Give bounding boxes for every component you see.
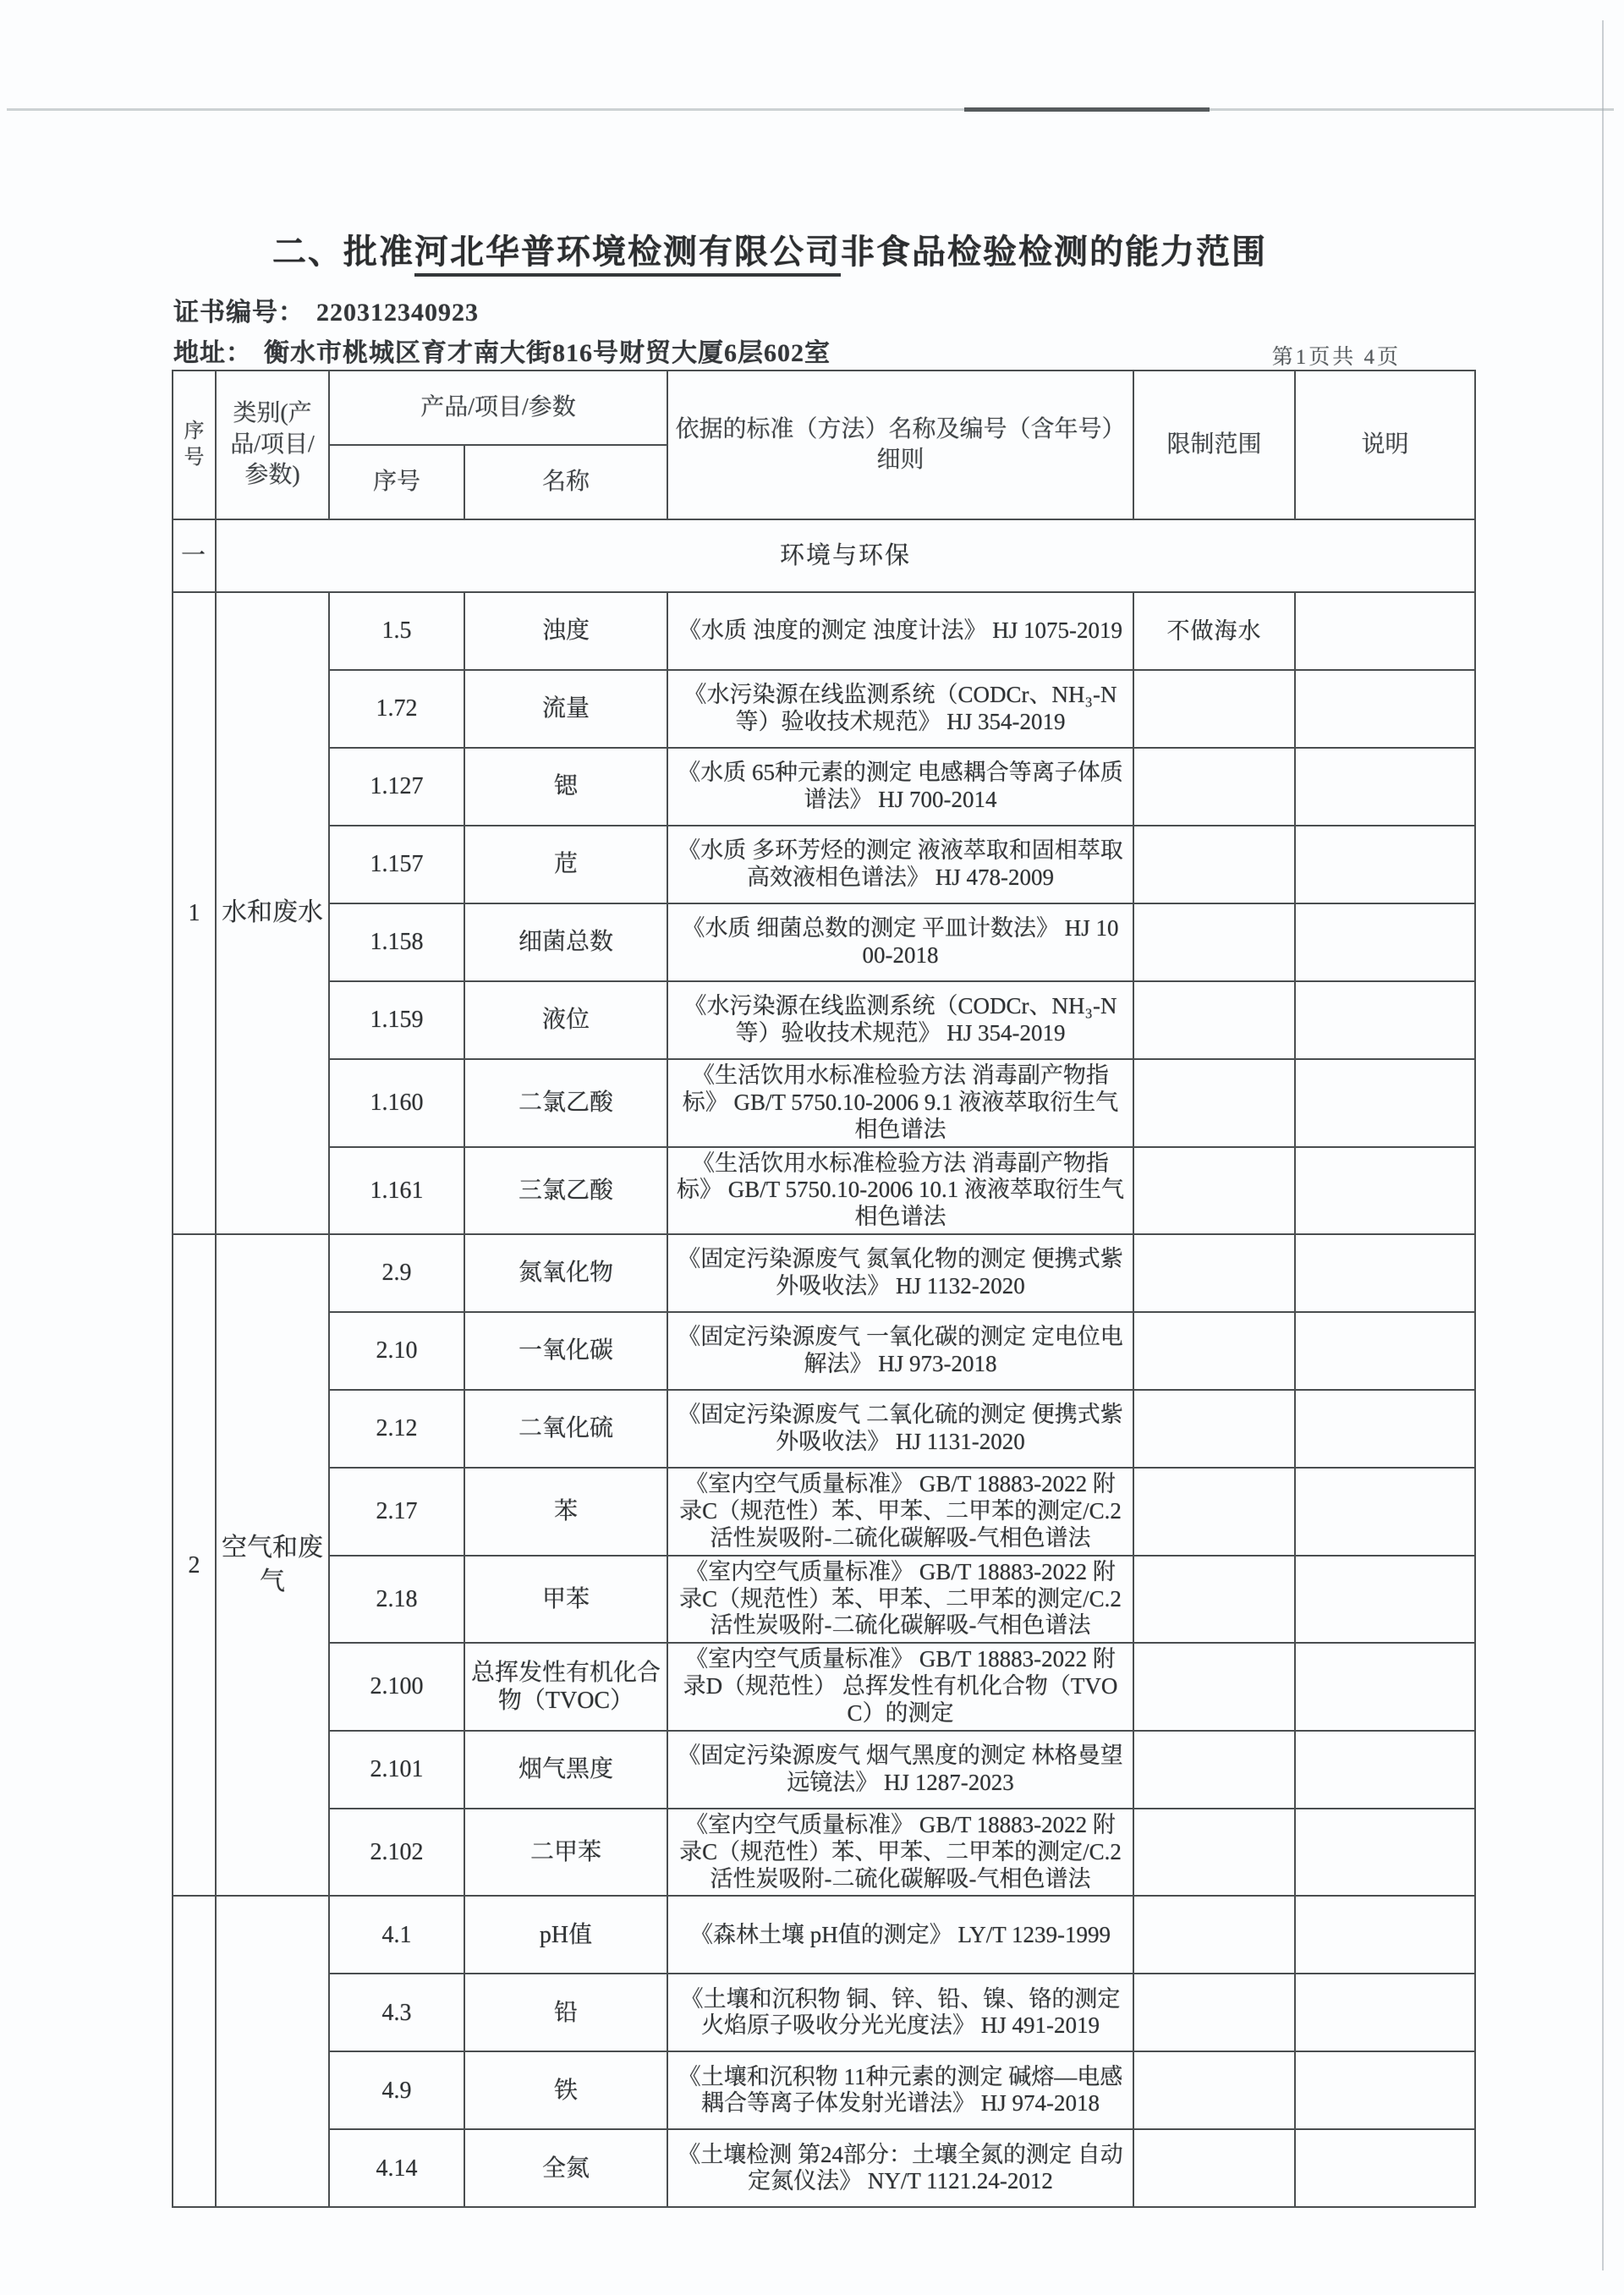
certificate-number-value: 220312340923 [316, 299, 479, 327]
row-limit-cell [1133, 1234, 1295, 1312]
row-limit-cell [1133, 826, 1295, 903]
header-note: 说明 [1295, 371, 1475, 519]
table-row [173, 1731, 1475, 1809]
certificate-number-label: 证书编号： [173, 299, 304, 327]
row-standard-cell: 《水质 65种元素的测定 电感耦合等离子体质谱法》 HJ 700-2014 [667, 748, 1133, 826]
row-limit-cell [1133, 1468, 1295, 1556]
table-row [173, 981, 1475, 1059]
row-num-cell: 2.12 [329, 1390, 464, 1468]
row-num-cell: 1.5 [329, 592, 464, 670]
row-num-cell: 2.100 [329, 1643, 464, 1731]
group-seq-cell: 2 [173, 1234, 216, 1896]
row-limit-cell [1133, 1809, 1295, 1897]
row-note-cell [1295, 1896, 1475, 1974]
row-name-cell: 全氮 [464, 2129, 667, 2207]
row-num-cell: 2.17 [329, 1468, 464, 1556]
address-line [173, 332, 831, 369]
table-row [173, 748, 1475, 826]
section-seq: 一 [173, 519, 216, 592]
row-note-cell [1295, 2051, 1475, 2129]
row-name-cell: 烟气黑度 [464, 1731, 667, 1809]
scan-artifact-vertical-line [1602, 20, 1604, 2270]
capability-table [172, 370, 1476, 2208]
row-note-cell [1295, 981, 1475, 1059]
table-row [173, 1974, 1475, 2051]
row-num-cell: 4.1 [329, 1896, 464, 1974]
row-limit-cell [1133, 1896, 1295, 1974]
address-label: 地址： [173, 339, 252, 367]
row-standard-cell: 《室内空气质量标准》 GB/T 18883-2022 附录D（规范性） 总挥发性有机化合物（TVOC）的测定 [667, 1643, 1133, 1731]
row-standard-cell: 《固定污染源废气 烟气黑度的测定 林格曼望远镜法》 HJ 1287-2023 [667, 1731, 1133, 1809]
address-value: 衡水市桃城区育才南大街816号财贸大厦6层602室 [264, 339, 831, 367]
group-category-cell [216, 1896, 329, 2207]
company-name-underlined: 河北华普环境检测有限公司 [414, 233, 841, 277]
row-note-cell [1295, 1059, 1475, 1147]
table-row [173, 1059, 1475, 1147]
table-header [173, 371, 1475, 519]
row-standard-cell: 《土壤和沉积物 铜、锌、铅、镍、铬的测定 火焰原子吸收分光光度法》 HJ 491-2019 [667, 1974, 1133, 2051]
row-limit-cell [1133, 748, 1295, 826]
row-note-cell [1295, 1468, 1475, 1556]
row-name-cell: 甲苯 [464, 1556, 667, 1644]
table-row [173, 592, 1475, 670]
row-num-cell: 1.161 [329, 1147, 464, 1235]
row-name-cell: 二氯乙酸 [464, 1059, 667, 1147]
row-name-cell: 苯 [464, 1468, 667, 1556]
row-num-cell: 2.101 [329, 1731, 464, 1809]
row-standard-cell: 《室内空气质量标准》 GB/T 18883-2022 附录C（规范性）苯、甲苯、二甲苯的测定/C.2活性炭吸附-二硫化碳解吸-气相色谱法 [667, 1556, 1133, 1644]
row-num-cell: 1.158 [329, 903, 464, 981]
row-standard-cell: 《室内空气质量标准》 GB/T 18883-2022 附录C（规范性）苯、甲苯、二甲苯的测定/C.2活性炭吸附-二硫化碳解吸-气相色谱法 [667, 1809, 1133, 1897]
row-standard-cell: 《森林土壤 pH值的测定》 LY/T 1239-1999 [667, 1896, 1133, 1974]
row-num-cell: 2.9 [329, 1234, 464, 1312]
row-num-cell: 1.127 [329, 748, 464, 826]
row-num-cell: 4.9 [329, 2051, 464, 2129]
title-suffix: 非食品检验检测的能力范围 [841, 233, 1267, 271]
row-limit-cell [1133, 1556, 1295, 1644]
row-note-cell [1295, 1809, 1475, 1897]
table-row [173, 2129, 1475, 2207]
row-name-cell: 流量 [464, 670, 667, 748]
row-note-cell [1295, 1974, 1475, 2051]
row-name-cell: 氮氧化物 [464, 1234, 667, 1312]
row-limit-cell [1133, 1147, 1295, 1235]
row-name-cell: 液位 [464, 981, 667, 1059]
section-row [173, 519, 1475, 592]
row-limit-cell [1133, 1390, 1295, 1468]
row-note-cell [1295, 1390, 1475, 1468]
row-limit-cell [1133, 2129, 1295, 2207]
table-row [173, 2051, 1475, 2129]
row-note-cell [1295, 1312, 1475, 1390]
header-limit: 限制范围 [1133, 371, 1295, 519]
group-category-cell: 空气和废气 [216, 1234, 329, 1896]
row-standard-cell: 《水污染源在线监测系统（CODCr、NH₃-N等）验收技术规范》 HJ 354-2019 [667, 670, 1133, 748]
header-seq: 序号 [173, 371, 216, 519]
page-indicator: 第1页共 4页 [1271, 346, 1401, 369]
header-sub-name: 名称 [464, 445, 667, 519]
row-note-cell [1295, 1147, 1475, 1235]
group-category-cell: 水和废水 [216, 592, 329, 1234]
row-note-cell [1295, 670, 1475, 748]
table-row [173, 826, 1475, 903]
row-standard-cell: 《水质 细菌总数的测定 平皿计数法》 HJ 1000-2018 [667, 903, 1133, 981]
row-num-cell: 1.72 [329, 670, 464, 748]
row-note-cell [1295, 826, 1475, 903]
row-note-cell [1295, 1731, 1475, 1809]
row-note-cell [1295, 592, 1475, 670]
row-standard-cell: 《土壤和沉积物 11种元素的测定 碱熔—电感耦合等离子体发射光谱法》 HJ 974-2018 [667, 2051, 1133, 2129]
table-row [173, 1147, 1475, 1235]
table-row [173, 1643, 1475, 1731]
certificate-number-line [173, 291, 479, 328]
row-name-cell: 铅 [464, 1974, 667, 2051]
scan-artifact-dark-segment [964, 107, 1210, 112]
row-limit-cell [1133, 1643, 1295, 1731]
row-limit-cell [1133, 1731, 1295, 1809]
row-num-cell: 4.14 [329, 2129, 464, 2207]
row-limit-cell [1133, 903, 1295, 981]
row-name-cell: 二甲苯 [464, 1809, 667, 1897]
table-row [173, 1809, 1475, 1897]
header-product-group: 产品/项目/参数 [329, 371, 667, 445]
row-limit-cell [1133, 981, 1295, 1059]
table-row [173, 1312, 1475, 1390]
row-num-cell: 4.3 [329, 1974, 464, 2051]
row-num-cell: 2.102 [329, 1809, 464, 1897]
row-num-cell: 2.18 [329, 1556, 464, 1644]
row-name-cell: 总挥发性有机化合物（TVOC） [464, 1643, 667, 1731]
scan-artifact-horizontal-line [7, 108, 1614, 111]
row-note-cell [1295, 2129, 1475, 2207]
group-seq-cell [173, 1896, 216, 2207]
row-standard-cell: 《生活饮用水标准检验方法 消毒副产物指标》 GB/T 5750.10-2006 9.1 液液萃取衍生气相色谱法 [667, 1059, 1133, 1147]
row-num-cell: 2.10 [329, 1312, 464, 1390]
table-body [173, 519, 1475, 2207]
group-seq-cell: 1 [173, 592, 216, 1234]
row-standard-cell: 《水污染源在线监测系统（CODCr、NH₃-N等）验收技术规范》 HJ 354-2019 [667, 981, 1133, 1059]
table-row [173, 1468, 1475, 1556]
row-name-cell: 锶 [464, 748, 667, 826]
row-standard-cell: 《生活饮用水标准检验方法 消毒副产物指标》 GB/T 5750.10-2006 10.1 液液萃取衍生气相色谱法 [667, 1147, 1133, 1235]
row-limit-cell [1133, 1974, 1295, 2051]
table-row [173, 1896, 1475, 1974]
row-standard-cell: 《固定污染源废气 二氧化硫的测定 便携式紫外吸收法》 HJ 1131-2020 [667, 1390, 1133, 1468]
row-limit-cell: 不做海水 [1133, 592, 1295, 670]
row-num-cell: 1.159 [329, 981, 464, 1059]
row-name-cell: 一氧化碳 [464, 1312, 667, 1390]
table-row [173, 1556, 1475, 1644]
row-name-cell: 三氯乙酸 [464, 1147, 667, 1235]
row-name-cell: 细菌总数 [464, 903, 667, 981]
row-standard-cell: 《水质 浊度的测定 浊度计法》 HJ 1075-2019 [667, 592, 1133, 670]
row-num-cell: 1.157 [329, 826, 464, 903]
row-standard-cell: 《固定污染源废气 一氧化碳的测定 定电位电解法》 HJ 973-2018 [667, 1312, 1133, 1390]
table-row [173, 903, 1475, 981]
row-name-cell: 苊 [464, 826, 667, 903]
row-limit-cell [1133, 670, 1295, 748]
row-note-cell [1295, 1234, 1475, 1312]
row-name-cell: 铁 [464, 2051, 667, 2129]
header-standard: 依据的标准（方法）名称及编号（含年号）细则 [667, 371, 1133, 519]
title-prefix: 二、批准 [272, 233, 414, 271]
table-row [173, 670, 1475, 748]
row-note-cell [1295, 1643, 1475, 1731]
page-title [0, 225, 1539, 273]
row-limit-cell [1133, 2051, 1295, 2129]
row-note-cell [1295, 903, 1475, 981]
row-limit-cell [1133, 1312, 1295, 1390]
row-note-cell [1295, 748, 1475, 826]
row-note-cell [1295, 1556, 1475, 1644]
row-limit-cell [1133, 1059, 1295, 1147]
row-standard-cell: 《土壤检测 第24部分：土壤全氮的测定 自动定氮仪法》 NY/T 1121.24-2012 [667, 2129, 1133, 2207]
row-name-cell: 浊度 [464, 592, 667, 670]
row-num-cell: 1.160 [329, 1059, 464, 1147]
table-row [173, 1390, 1475, 1468]
row-name-cell: pH值 [464, 1896, 667, 1974]
section-label: 环境与环保 [216, 519, 1475, 592]
header-row-1 [173, 371, 1475, 445]
row-standard-cell: 《室内空气质量标准》 GB/T 18883-2022 附录C（规范性）苯、甲苯、二甲苯的测定/C.2活性炭吸附-二硫化碳解吸-气相色谱法 [667, 1468, 1133, 1556]
header-sub-seq: 序号 [329, 445, 464, 519]
row-standard-cell: 《固定污染源废气 氮氧化物的测定 便携式紫外吸收法》 HJ 1132-2020 [667, 1234, 1133, 1312]
row-name-cell: 二氧化硫 [464, 1390, 667, 1468]
table-row [173, 1234, 1475, 1312]
header-category: 类别(产品/项目/参数) [216, 371, 329, 519]
row-standard-cell: 《水质 多环芳烃的测定 液液萃取和固相萃取高效液相色谱法》 HJ 478-2009 [667, 826, 1133, 903]
